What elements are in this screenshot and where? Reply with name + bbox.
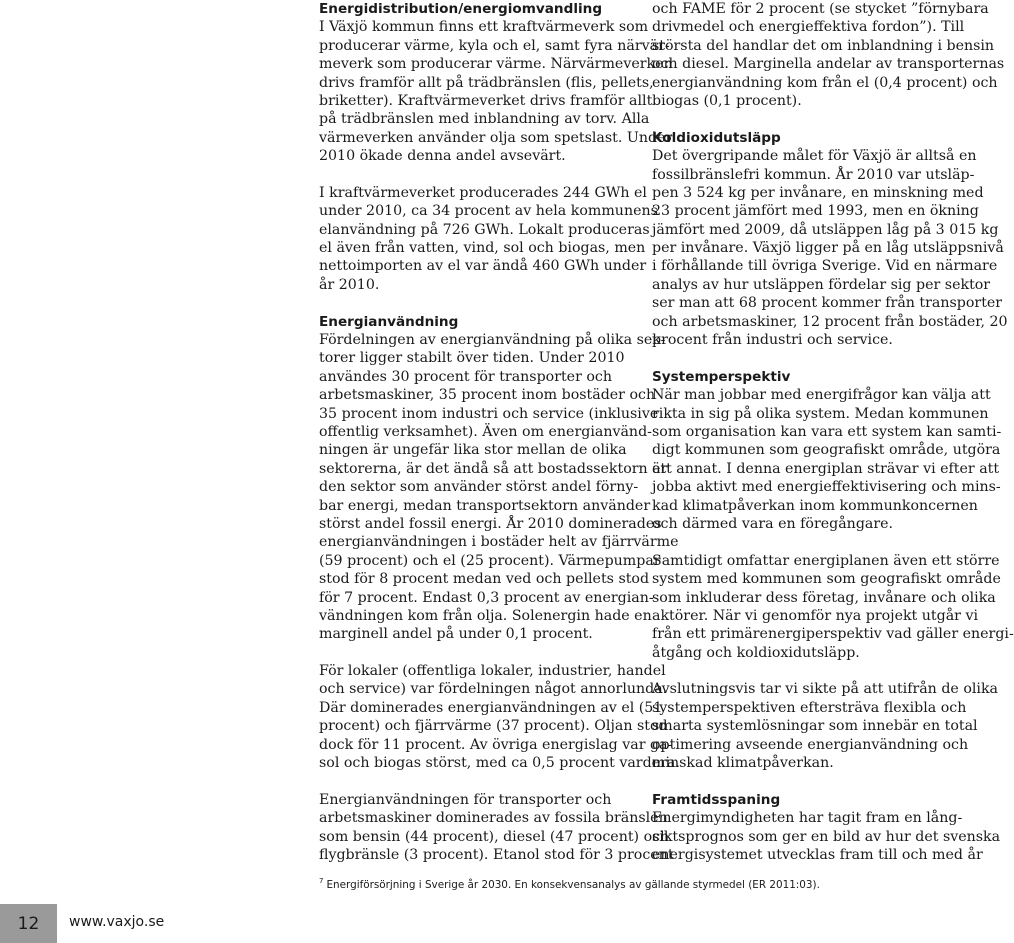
text-line: elanvändning på 726 GWh. Lokalt produceras xyxy=(319,221,650,238)
text-line: (59 procent) och el (25 procent). Värmepumpar xyxy=(319,552,661,569)
text-line: som inkluderar dess företag, invånare och olika xyxy=(652,589,996,606)
paragraph-gap xyxy=(319,644,624,662)
text-line: Det övergripande målet för Växjö är alltså en xyxy=(652,148,977,165)
text-line: som organisation kan vara ett system kan samti- xyxy=(652,423,1002,440)
text-line: siktsprognos som ger en bild av hur det svenska xyxy=(652,828,1001,845)
text-line: största del handlar det om inblandning i bensin xyxy=(652,37,995,54)
paragraph-gap xyxy=(319,772,624,790)
text-line: användes 30 procent för transporter och xyxy=(319,368,612,385)
text-line: Fördelningen av energianvändning på olika sek- xyxy=(319,332,666,349)
text-line: I Växjö kommun finns ett kraftvärmeverk som xyxy=(319,19,649,36)
text-line: optimering avseende energianvändning och xyxy=(652,736,969,753)
text-line: drivmedel och energieffektiva fordon”). Till xyxy=(652,19,965,36)
text-line: pen 3 524 kg per invånare, en minskning med xyxy=(652,184,984,201)
text-line: 23 procent jämfört med 1993, men en ökning xyxy=(652,203,979,220)
paragraph-gap xyxy=(319,166,624,184)
page-number: 12 xyxy=(17,913,40,934)
text-line: producerar värme, kyla och el, samt fyra närvär- xyxy=(319,37,670,54)
text-line: drivs framför allt på trädbränslen (flis, pellets, xyxy=(319,74,654,91)
text-line: och därmed vara en föregångare. xyxy=(652,515,894,532)
text-line: och arbetsmaskiner, 12 procent från bostäder, 20 xyxy=(652,313,1008,330)
text-line: ser man att 68 procent kommer från transporter xyxy=(652,295,1003,312)
text-line: jobba aktivt med energieffektivisering och mins- xyxy=(652,479,1001,496)
text-line: energianvändning kom från el (0,4 procent) och xyxy=(652,74,998,91)
text-line: åtgång och koldioxidutsläpp. xyxy=(652,644,860,661)
text-line: Avslutningsvis tar vi sikte på att utifrån de olika xyxy=(652,681,998,698)
text-line: torer ligger stabilt över tiden. Under 2010 xyxy=(319,350,625,367)
text-line: under 2010, ca 34 procent av hela kommunens xyxy=(319,203,658,220)
right-text-column xyxy=(652,0,1014,864)
text-line: sol och biogas störst, med ca 0,5 procent vardera. xyxy=(319,755,680,772)
text-line: marginell andel på under 0,1 procent. xyxy=(319,626,593,643)
text-line: från ett primärenergiperspektiv vad gäller energi- xyxy=(652,626,1014,643)
section-heading: Framtidsspaning xyxy=(652,791,781,808)
text-line: systemperspektiven eftersträva flexibla och xyxy=(652,699,967,716)
text-line: Energianvändningen för transporter och xyxy=(319,791,612,808)
text-line: energisystemet utvecklas fram till och med år xyxy=(652,846,983,863)
text-line: Energimyndigheten har tagit fram en lång- xyxy=(652,810,963,827)
text-line: år 2010. xyxy=(319,276,380,293)
text-line: jämfört med 2009, då utsläppen låg på 3 015 kg xyxy=(652,221,999,238)
text-line: per invånare. Växjö ligger på en låg utsläppsnivå xyxy=(652,240,1004,257)
text-line: aktörer. När vi genomför nya projekt utgår vi xyxy=(652,607,978,624)
footnote-number: 7 xyxy=(319,877,324,885)
paragraph-gap xyxy=(652,772,957,790)
text-line: vändningen kom från olja. Solenergin hade en xyxy=(319,607,652,624)
section-heading: Koldioxidutsläpp xyxy=(652,129,781,146)
page-number-box xyxy=(0,904,57,943)
text-line: Samtidigt omfattar energiplanen även ett större xyxy=(652,552,1000,569)
text-line: på trädbränslen med inblandning av torv. Alla xyxy=(319,111,650,128)
text-line: och service) var fördelningen något annorlunda. xyxy=(319,681,668,698)
text-line: smarta systemlösningar som innebär en total xyxy=(652,718,978,735)
paragraph-gap xyxy=(652,533,957,551)
text-line: 35 procent inom industri och service (inklusive xyxy=(319,405,659,422)
text-line: Där dominerades energianvändningen av el (51 xyxy=(319,699,663,716)
text-line: dock för 11 procent. Av övriga energislag var ga- xyxy=(319,736,673,753)
section-heading: Energidistribution/energiomvandling xyxy=(319,1,603,17)
paragraph-gap xyxy=(652,349,957,367)
text-line: digt kommunen som geografiskt område, utgöra xyxy=(652,442,1001,459)
text-line: och FAME för 2 procent (se stycket ”förnybara xyxy=(652,1,989,17)
text-line: arbetsmaskiner, 35 procent inom bostäder och xyxy=(319,387,656,404)
footnote-text: Energiförsörjning i Sverige år 2030. En konsekvensanalys av gällande styrmedel (ER 2011:03). xyxy=(326,879,820,891)
paragraph-gap xyxy=(652,110,957,128)
text-line: fossilbränslefri kommun. År 2010 var utsläp- xyxy=(652,166,975,183)
text-line: 2010 ökade denna andel avsevärt. xyxy=(319,148,566,165)
text-line: arbetsmaskiner dominerades av fossila bränslen xyxy=(319,810,668,827)
text-line: offentlig verksamhet). Även om energianvänd- xyxy=(319,423,652,440)
footnote xyxy=(319,879,820,891)
text-line: biogas (0,1 procent). xyxy=(652,92,802,109)
text-line: ett annat. I denna energiplan strävar vi efter att xyxy=(652,460,1000,477)
text-line: rikta in sig på olika system. Medan kommunen xyxy=(652,405,989,422)
text-line: procent) och fjärrvärme (37 procent). Oljan stod xyxy=(319,718,668,735)
text-line: störst andel fossil energi. År 2010 dominerades xyxy=(319,515,662,532)
section-heading: Energianvändning xyxy=(319,313,459,330)
text-line: el även från vatten, vind, sol och biogas, men xyxy=(319,240,646,257)
text-line: energianvändningen i bostäder helt av fjärrvärme xyxy=(319,534,679,551)
text-line: system med kommunen som geografiskt område xyxy=(652,571,1001,588)
paragraph-gap xyxy=(652,662,957,680)
left-text-column xyxy=(319,0,680,864)
text-line: i förhållande till övriga Sverige. Vid en närmare xyxy=(652,258,998,275)
paragraph-gap xyxy=(319,294,624,312)
text-line: som bensin (44 procent), diesel (47 procent) och xyxy=(319,828,670,845)
text-line: stod för 8 procent medan ved och pellets stod xyxy=(319,571,650,588)
text-line: ningen är ungefär lika stor mellan de olika xyxy=(319,442,627,459)
text-line: bar energi, medan transportsektorn använder xyxy=(319,497,651,514)
text-line: den sektor som använder störst andel förny- xyxy=(319,479,639,496)
website-link[interactable]: www.vaxjo.se xyxy=(69,914,165,930)
text-line: värmeverken använder olja som spetslast. Under xyxy=(319,129,673,146)
text-line: I kraftvärmeverket producerades 244 GWh el xyxy=(319,184,647,201)
text-line: procent från industri och service. xyxy=(652,332,893,349)
text-line: nettoimporten av el var ändå 460 GWh under xyxy=(319,258,647,275)
section-heading: Systemperspektiv xyxy=(652,368,791,385)
text-line: minskad klimatpåverkan. xyxy=(652,755,834,772)
text-line: För lokaler (offentliga lokaler, industrier, handel xyxy=(319,663,666,680)
text-line: och diesel. Marginella andelar av transporternas xyxy=(652,56,1005,73)
text-line: briketter). Kraftvärmeverket drivs framför allt xyxy=(319,92,653,109)
text-line: sektorerna, är det ändå så att bostadssektorn är xyxy=(319,460,668,477)
text-line: för 7 procent. Endast 0,3 procent av energian- xyxy=(319,589,654,606)
text-line: När man jobbar med energifrågor kan välja att xyxy=(652,387,991,404)
text-line: meverk som producerar värme. Närvärmeverken xyxy=(319,56,673,73)
text-line: flygbränsle (3 procent). Etanol stod för 3 procent xyxy=(319,846,674,863)
text-line: kad klimatpåverkan inom kommunkoncernen xyxy=(652,497,978,514)
text-line: analys av hur utsläppen fördelar sig per sektor xyxy=(652,276,991,293)
